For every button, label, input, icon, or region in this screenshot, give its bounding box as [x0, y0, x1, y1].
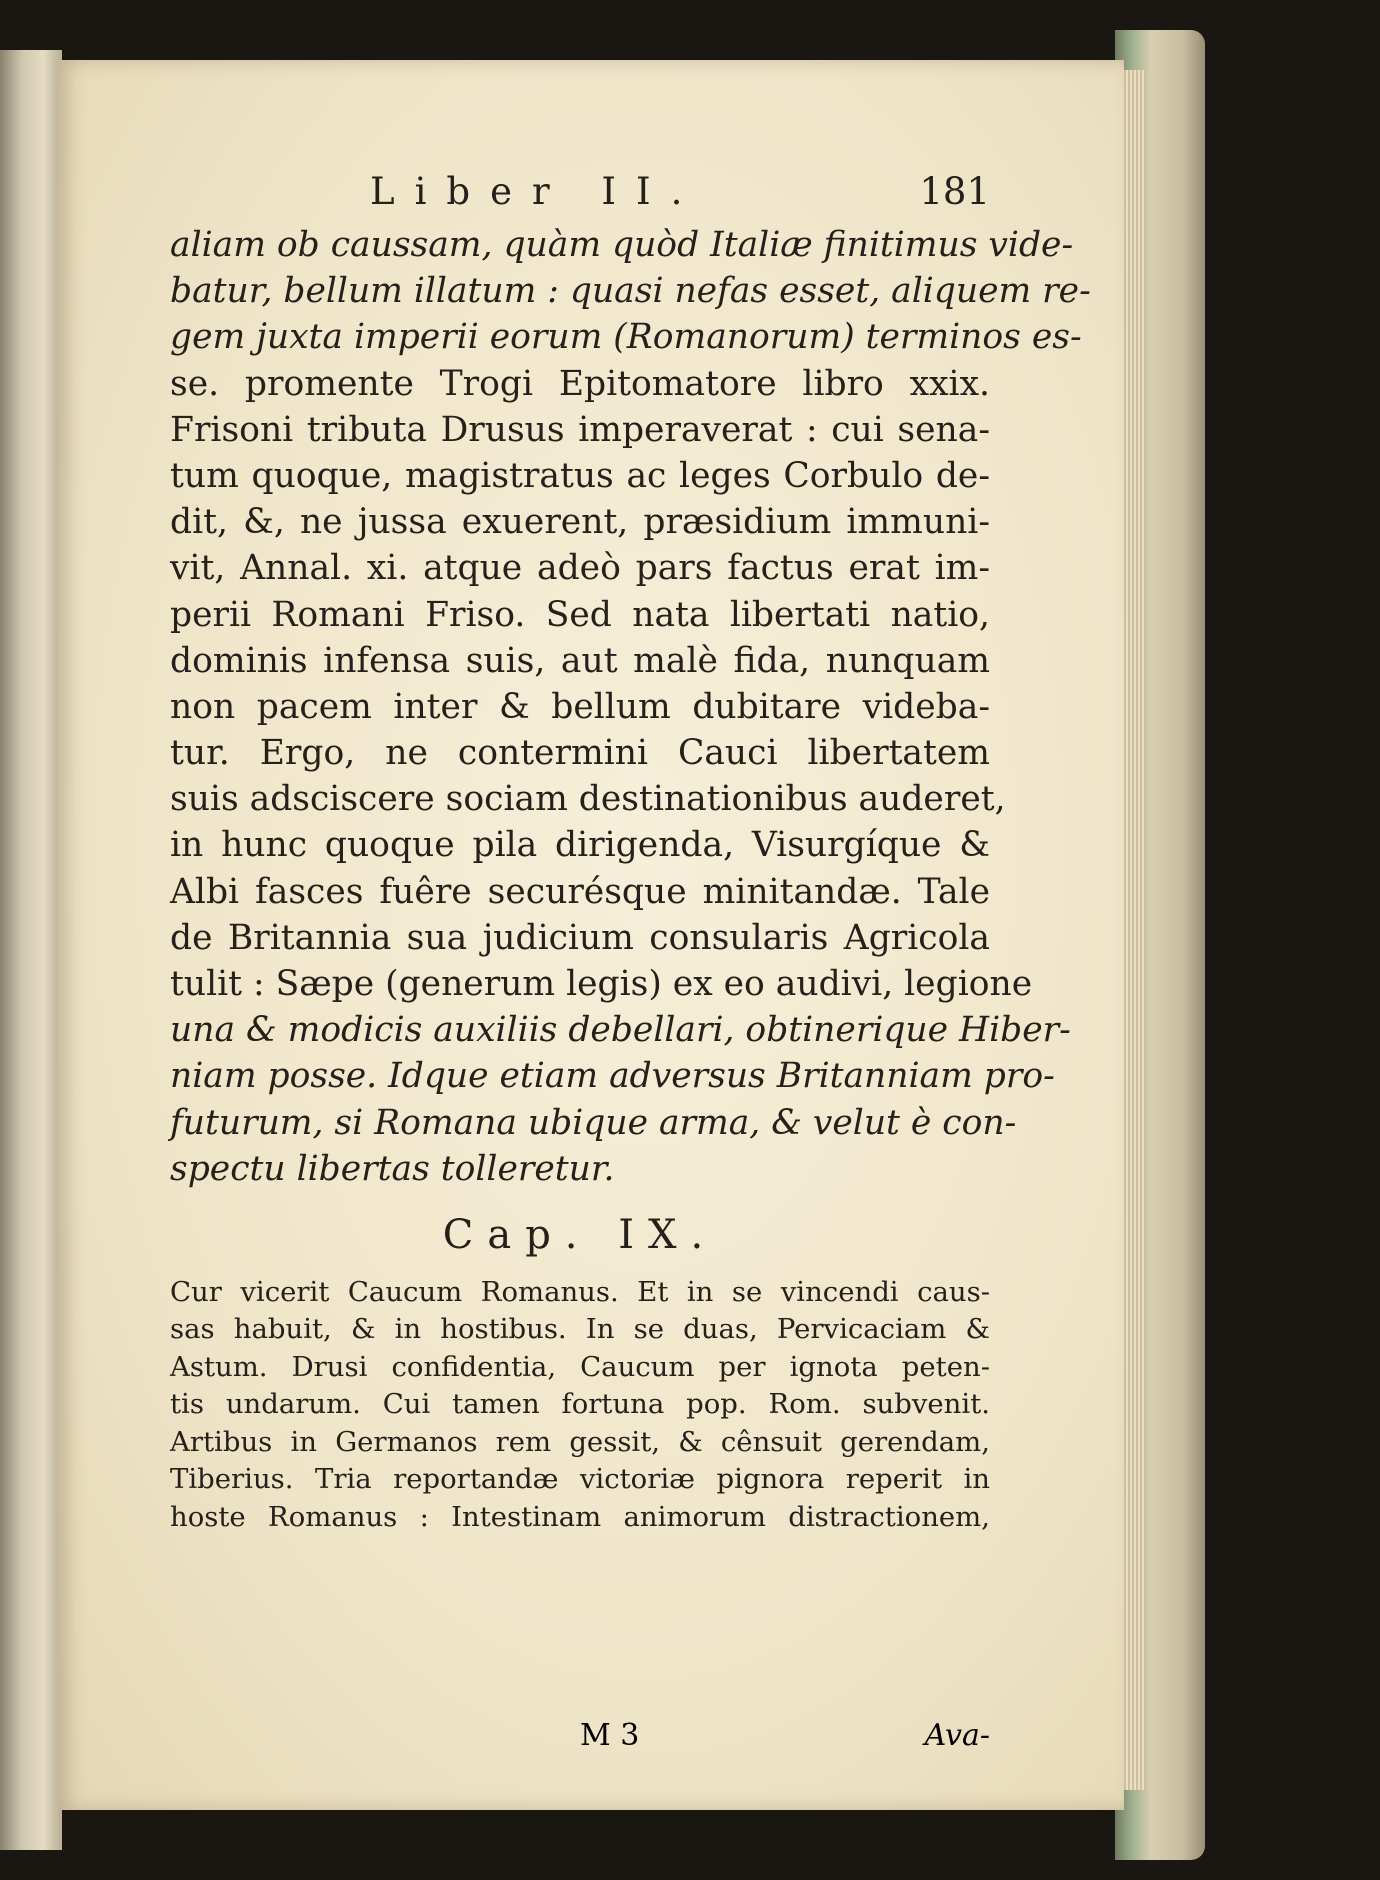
- summary-line: hoste Romanus : Intestinam animorum distractionem,: [170, 1500, 990, 1533]
- summary-line: Cur vicerit Caucum Romanus. Et in se vincendi caus-: [170, 1275, 990, 1308]
- text-line: spectu libertas tolleretur.: [170, 1148, 615, 1189]
- text-line: dit, &, ne jussa exuerent, præsidium immuni-: [170, 502, 990, 543]
- catchword: Ava-: [924, 1718, 990, 1753]
- summary-line: Tiberius. Tria reportandæ victoriæ pignora reperit in: [170, 1463, 990, 1496]
- text-line: dominis infensa suis, aut malè fida, nunquam: [170, 640, 990, 681]
- text-line: suis adsciscere sociam destinationibus auderet,: [170, 779, 1006, 820]
- signature-mark: M 3: [580, 1718, 640, 1753]
- text-line: niam posse. Idque etiam adversus Britanniam pro-: [170, 1056, 1055, 1097]
- text-line: tur. Ergo, ne contermini Cauci libertatem: [170, 733, 990, 774]
- summary-line: Artibus in Germanos rem gessit, & cênsuit gerendam,: [170, 1425, 990, 1458]
- text-line: vit, Annal. xi. atque adeò pars factus erat im-: [170, 548, 990, 589]
- text-line: futurum, si Romana ubique arma, & velut è con-: [170, 1102, 1017, 1143]
- summary-line: sas habuit, & in hostibus. In se duas, Pervicaciam &: [170, 1313, 990, 1346]
- text-line: tulit : Sæpe (generum legis) ex eo audivi, legione: [170, 964, 1033, 1004]
- page-number: 181: [919, 170, 990, 213]
- text-line: perii Romani Friso. Sed nata libertati natio,: [170, 594, 990, 635]
- text-line: non pacem inter & bellum dubitare videba-: [170, 686, 990, 727]
- text-line: batur, bellum illatum : quasi nefas esset, aliquem re-: [170, 271, 1091, 312]
- running-header: [370, 170, 990, 222]
- body-paragraph: [170, 222, 1091, 1192]
- text-line: gem juxta imperii eorum (Romanorum) terminos es-: [170, 317, 1082, 358]
- text-line: Frisoni tributa Drusus imperaverat : cui sena-: [170, 409, 990, 450]
- text-line: aliam ob caussam, quàm quòd Italiæ finitimus vide-: [170, 225, 1074, 265]
- chapter-summary: [170, 1274, 990, 1537]
- text-line: tum quoque, magistratus ac leges Corbulo de-: [170, 455, 990, 496]
- running-title: Liber II.: [370, 170, 703, 213]
- text-line: de Britannia sua judicium consularis Agricola: [170, 917, 990, 958]
- page-text-block: [170, 170, 1091, 1536]
- book-spine-left: [0, 50, 62, 1850]
- text-line: in hunc quoque pila dirigenda, Visurgíque &: [170, 825, 990, 866]
- text-line: una & modicis auxiliis debellari, obtinerique Hiber-: [170, 1010, 1071, 1051]
- page-footer: [170, 1718, 990, 1758]
- text-line: se. promente Trogi Epitomatore libro xxix.: [170, 363, 990, 404]
- summary-line: Astum. Drusi confidentia, Caucum per ignota peten-: [170, 1350, 990, 1383]
- summary-line: tis undarum. Cui tamen fortuna pop. Rom. subvenit.: [170, 1388, 990, 1421]
- text-line: Albi fasces fuêre securésque minitandæ. Tale: [170, 871, 990, 912]
- chapter-heading: Cap. IX.: [442, 1211, 718, 1258]
